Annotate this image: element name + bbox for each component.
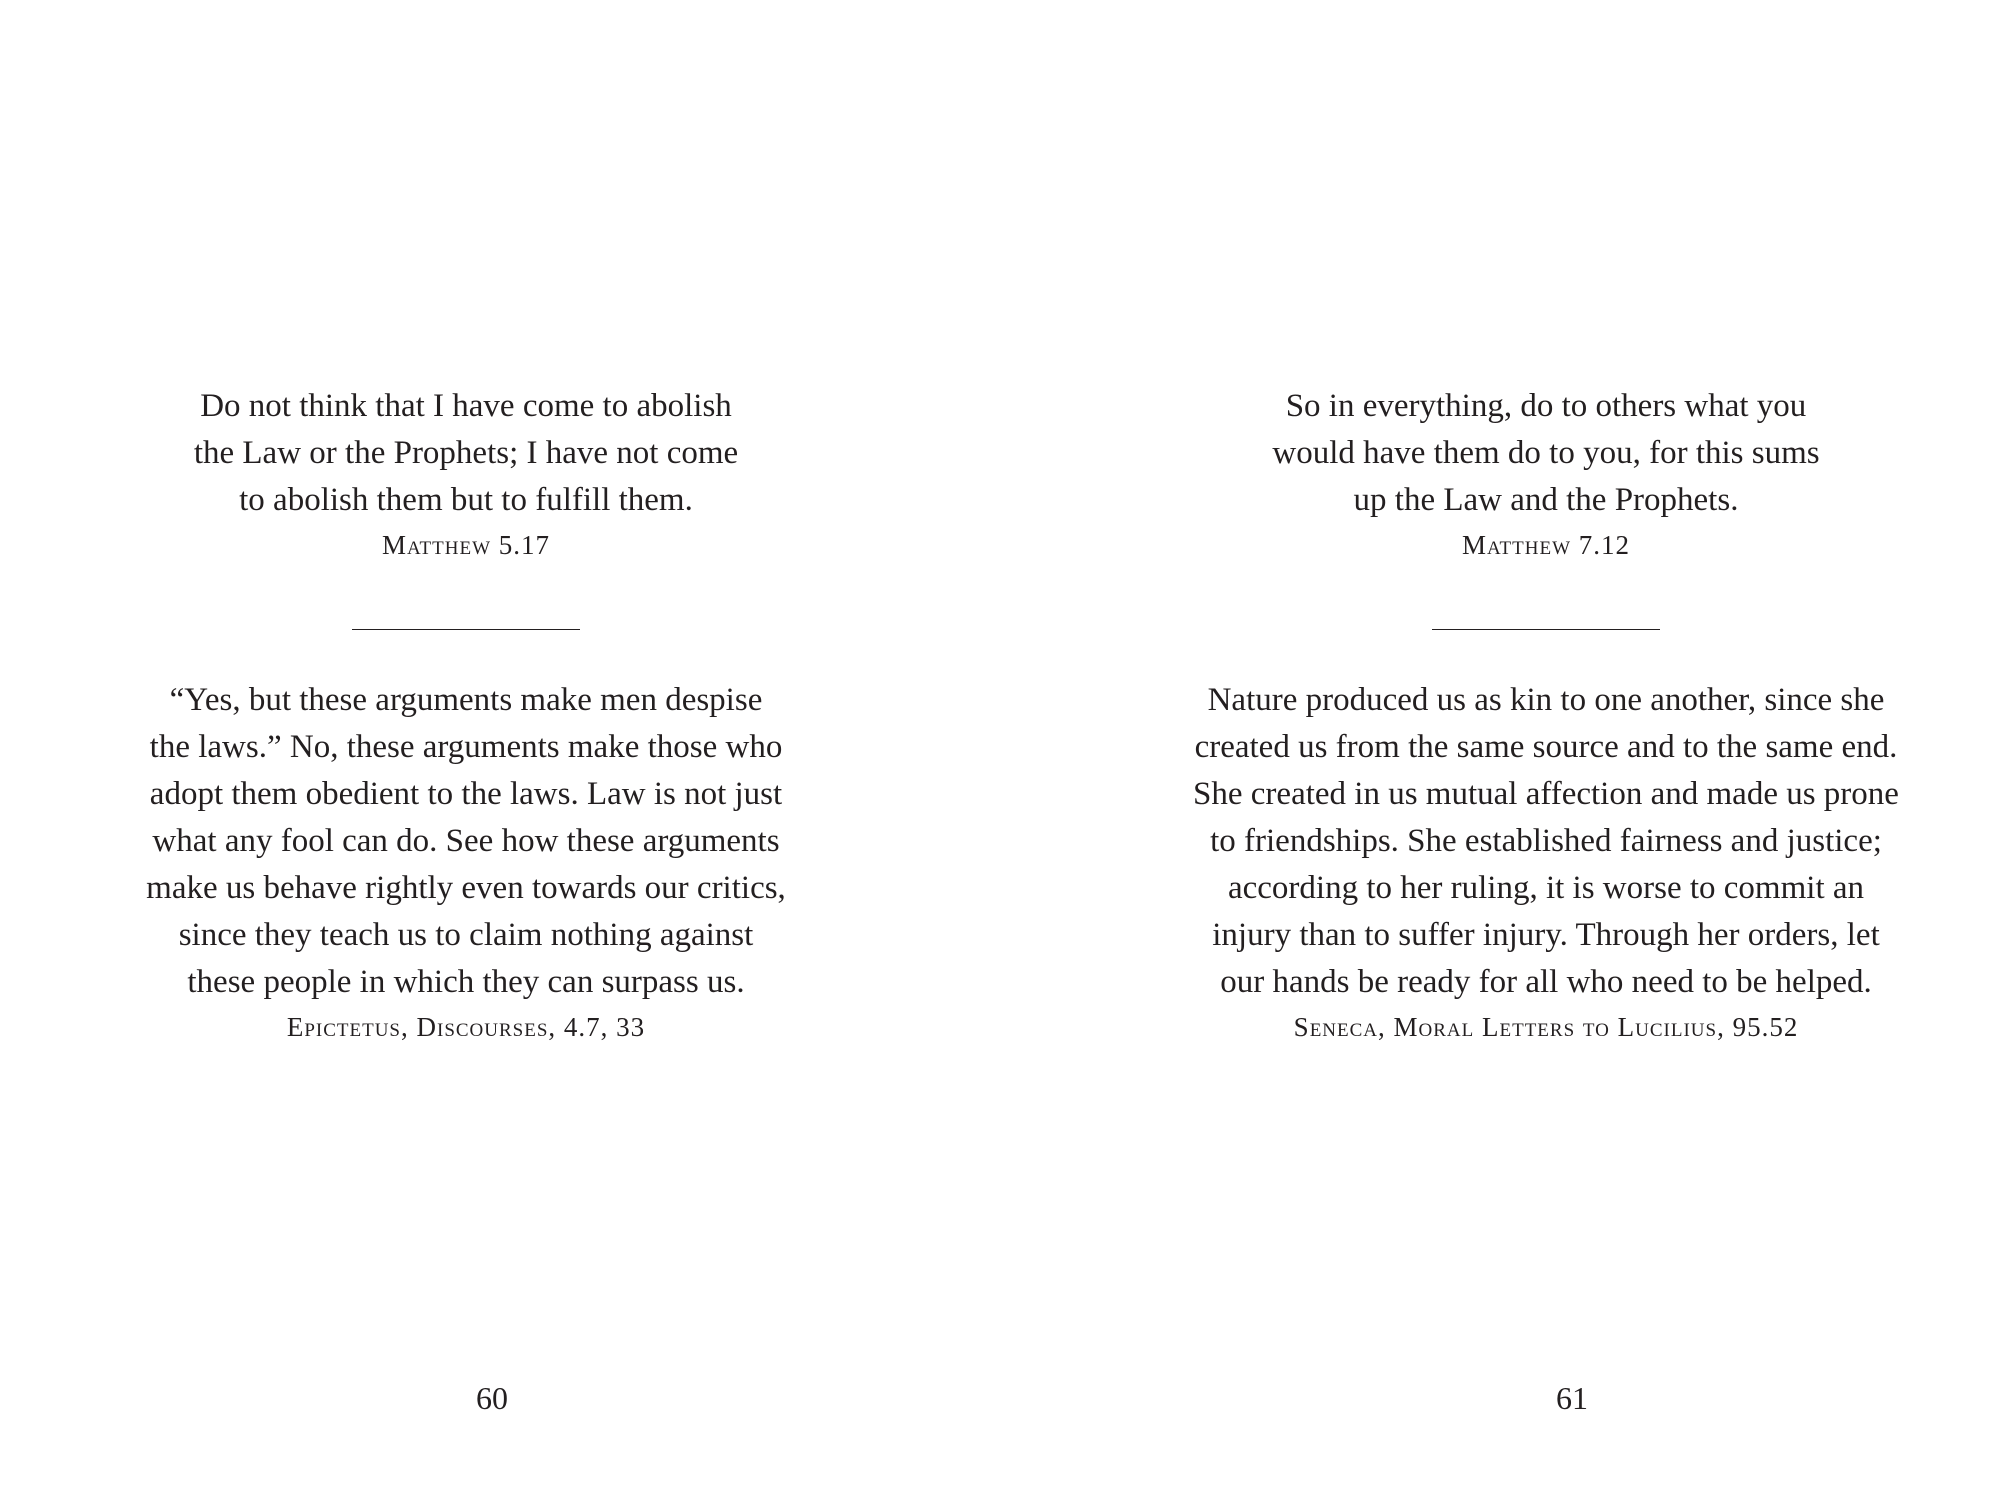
quote-line: these people in which they can surpass us. xyxy=(187,964,745,1000)
quote-line: Nature produced us as kin to one another, since she xyxy=(1207,682,1885,718)
quote-line: up the Law and the Prophets. xyxy=(1353,482,1739,518)
quote-line: the Law or the Prophets; I have not come xyxy=(193,435,739,471)
quote-citation: Matthew 7.12 xyxy=(1461,530,1631,560)
quote-matthew-7-12 xyxy=(1186,383,1906,561)
section-divider xyxy=(352,629,580,630)
quote-line: “Yes, but these arguments make men despise xyxy=(169,682,763,718)
quote-line: our hands be ready for all who need to be helped. xyxy=(1220,964,1872,1000)
quote-text xyxy=(1186,677,1906,1006)
page-number: 60 xyxy=(476,1380,508,1416)
quote-citation: Matthew 5.17 xyxy=(381,530,551,560)
page-number: 61 xyxy=(1556,1380,1588,1416)
quote-text xyxy=(146,383,786,524)
quote-epictetus xyxy=(146,677,786,1043)
quote-line: since they teach us to claim nothing against xyxy=(178,917,754,953)
quote-line: adopt them obedient to the laws. Law is not just xyxy=(149,776,783,812)
quote-text xyxy=(146,677,786,1006)
quote-line: to abolish them but to fulfill them. xyxy=(239,482,693,518)
quote-line: to friendships. She established fairness and justice; xyxy=(1210,823,1882,859)
section-divider xyxy=(1432,629,1660,630)
quote-line: created us from the same source and to the same end. xyxy=(1194,729,1898,765)
quote-line: make us behave rightly even towards our critics, xyxy=(146,870,786,906)
quote-line: what any fool can do. See how these arguments xyxy=(152,823,780,859)
quote-line: She created in us mutual affection and made us prone xyxy=(1193,776,1899,812)
quote-line: injury than to suffer injury. Through her orders, let xyxy=(1212,917,1880,953)
quote-seneca xyxy=(1186,677,1906,1043)
quote-citation: Epictetus, Discourses, 4.7, 33 xyxy=(286,1012,646,1042)
quote-line: according to her ruling, it is worse to commit an xyxy=(1227,870,1865,906)
quote-matthew-5-17 xyxy=(146,383,786,561)
quote-citation: Seneca, Moral Letters to Lucilius, 95.52 xyxy=(1293,1012,1799,1042)
quote-line: would have them do to you, for this sums xyxy=(1272,435,1820,471)
quote-text xyxy=(1186,383,1906,524)
quote-line: Do not think that I have come to abolish xyxy=(200,388,732,424)
quote-line: So in everything, do to others what you xyxy=(1285,388,1807,424)
right-page xyxy=(1000,0,2000,1500)
quote-line: the laws.” No, these arguments make those who xyxy=(149,729,783,765)
